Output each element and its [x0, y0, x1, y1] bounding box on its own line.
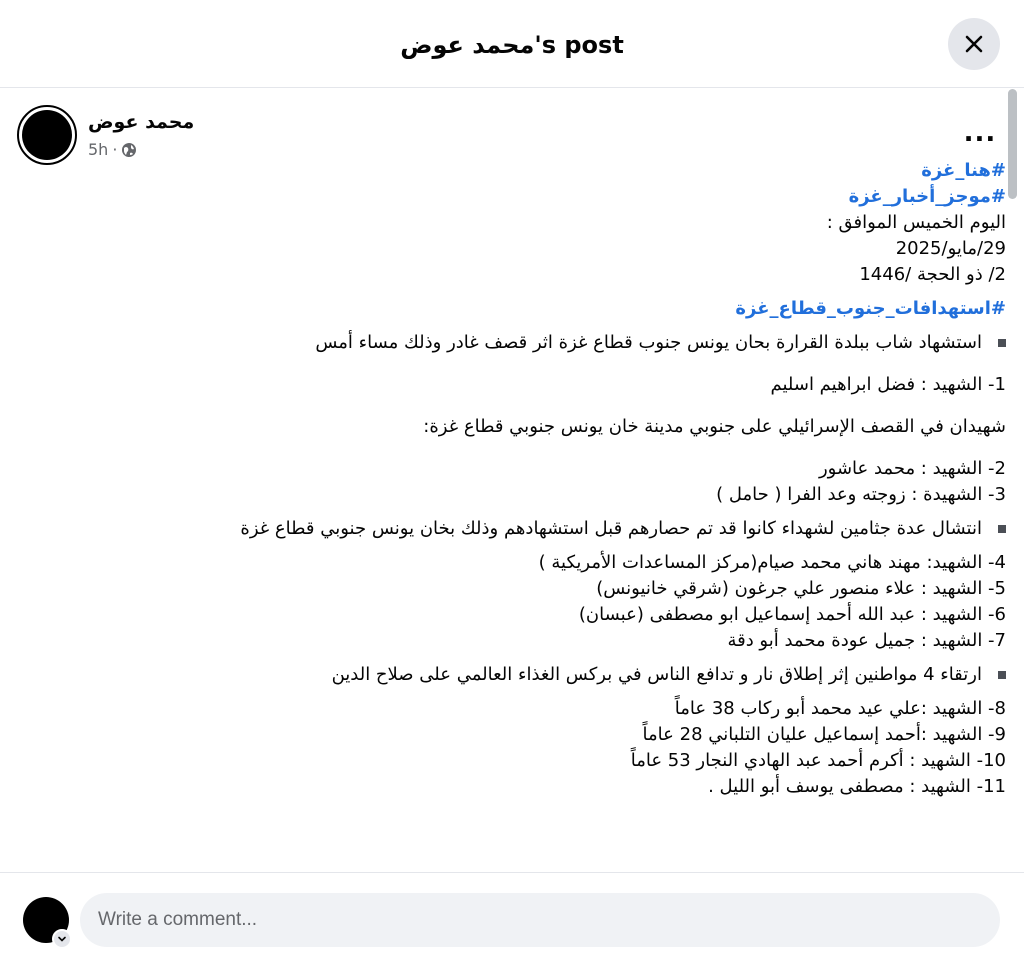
martyr-line: 9- الشهيد :أحمد إسماعيل عليان التلباني 28 عاماً: [642, 724, 1006, 745]
dialog-title: محمد عوض's post: [400, 31, 624, 59]
martyr-line: 3- الشهيدة : زوجته وعد الفرا ( حامل ): [716, 484, 1006, 505]
bullet-item: [230, 516, 1006, 542]
close-icon: [962, 32, 986, 56]
meta-separator: ·: [112, 140, 118, 159]
date-line: اليوم الخميس الموافق :: [826, 212, 1006, 233]
date-line: 2/ ذو الحجة /1446: [859, 264, 1006, 285]
bullet-icon: [998, 339, 1006, 347]
dialog-header: [0, 0, 1024, 88]
author-avatar[interactable]: [17, 105, 77, 165]
post-meta: [88, 140, 137, 160]
chevron-down-icon: [57, 934, 67, 944]
text-line: شهيدان في القصف الإسرائيلي على جنوبي مدينة خان يونس جنوبي قطاع غزة:: [423, 416, 1006, 437]
martyr-line: 1- الشهيد : فضل ابراهيم اسليم: [770, 374, 1006, 395]
hashtag-link[interactable]: #موجز_أخبار_غزة: [848, 186, 1006, 207]
martyr-line: 6- الشهيد : عبد الله أحمد إسماعيل ابو مصطفى (عبسان): [578, 604, 1006, 625]
bullet-text: ارتقاء 4 مواطنين إثر إطلاق نار و تدافع الناس في بركس الغذاء العالمي على صلاح الدين: [331, 664, 982, 685]
globe-icon: [121, 142, 137, 158]
scrollbar[interactable]: [1004, 89, 1018, 872]
author-name[interactable]: محمد عوض: [88, 111, 195, 133]
close-button[interactable]: [948, 18, 1000, 70]
martyr-line: 8- الشهيد :علي عيد محمد أبو ركاب 38 عاماً: [674, 698, 1006, 719]
author-avatar-image: [22, 110, 72, 160]
martyr-line: 2- الشهيد : محمد عاشور: [818, 458, 1006, 479]
martyr-line: 4- الشهيد: مهند هاني محمد صيام(مركز المساعدات الأمريكية ): [538, 552, 1006, 573]
profile-switch-button[interactable]: [52, 929, 72, 949]
more-options-button[interactable]: ...: [963, 118, 997, 148]
bullet-icon: [998, 525, 1006, 533]
martyr-line: 7- الشهيد : جميل عودة محمد أبو دقة: [727, 630, 1006, 651]
bullet-text: انتشال عدة جثامين لشهداء كانوا قد تم حصارهم قبل استشهادهم وذلك بخان يونس جنوبي قطاع غزة: [240, 518, 982, 539]
comment-input[interactable]: [80, 893, 1000, 947]
scrollbar-thumb[interactable]: [1008, 89, 1017, 199]
date-line: 29/مايو/2025: [895, 238, 1006, 259]
bullet-text: استشهاد شاب ببلدة القرارة بحان يونس جنوب قطاع غزة اثر قصف غادر وذلك مساء أمس: [315, 332, 982, 353]
martyr-line: 11- الشهيد : مصطفى يوسف أبو الليل .: [708, 776, 1006, 797]
hashtag-link[interactable]: #هنا_غزة: [921, 160, 1006, 181]
bullet-item: [230, 662, 1006, 688]
bullet-icon: [998, 671, 1006, 679]
martyr-line: 5- الشهيد : علاء منصور علي جرغون (شرقي خانيونس): [596, 578, 1006, 599]
bullet-item: [230, 330, 1006, 356]
post-time[interactable]: 5h: [88, 140, 109, 159]
post-body: [230, 158, 1006, 800]
martyr-line: 10- الشهيد : أكرم أحمد عبد الهادي النجار 53 عاماً: [630, 750, 1006, 771]
hashtag-link[interactable]: #استهدافات_جنوب_قطاع_غزة: [735, 298, 1006, 319]
